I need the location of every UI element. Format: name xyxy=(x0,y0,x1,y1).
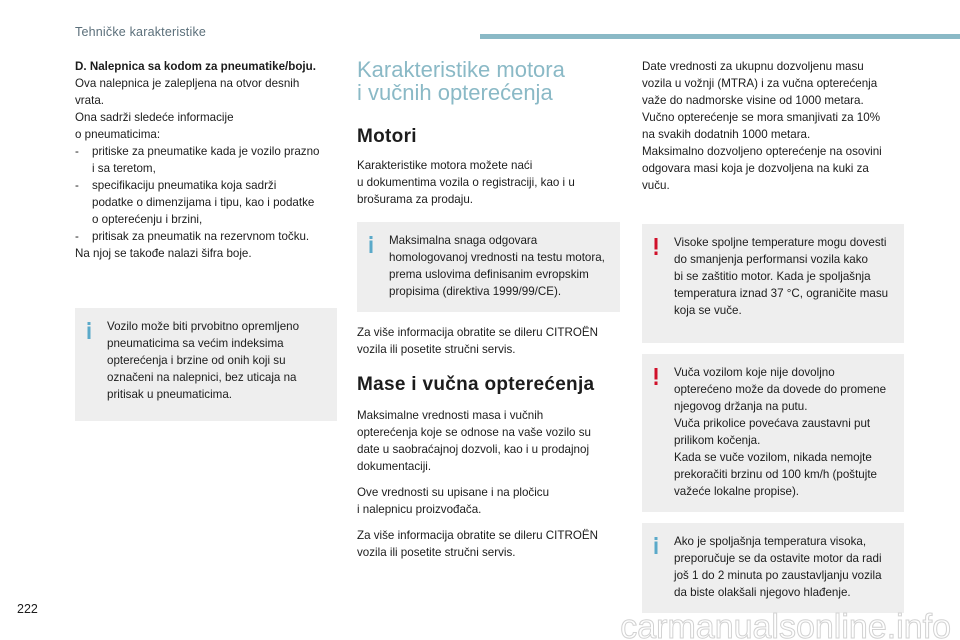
tire-info-list xyxy=(75,143,337,245)
page-header-title: Tehničke karakteristike xyxy=(75,25,207,39)
masses-text: Maksimalne vrednosti masa i vučnih opterećenja koje se odnose na vaše vozilo su date u saobraćajnoj dozvoli, kao i u prodajnoj dokumentaciji. xyxy=(357,409,591,473)
warning-icon xyxy=(652,238,660,260)
column-middle xyxy=(357,58,620,561)
tire-label-intro: Ona sadrži sledeće informacije o pneumaticima: xyxy=(75,111,234,141)
motors-text: Karakteristike motora možete naći u dokumentima vozila o registraciji, kao i u brošurama za prodaju. xyxy=(357,159,575,206)
column-left xyxy=(75,58,337,421)
column-right xyxy=(642,58,904,613)
info-note-cooling: Ako je spoljašnja temperatura visoka, preporučuje se da ostavite motor da radi još 1 do 2 minuta po zaustavljanju vozila da biste olakšali njegovo hlađenje. xyxy=(642,523,904,613)
masses-contact-text: Za više informacija obratite se dileru CITROËN vozila ili posetite stručni servis. xyxy=(357,529,598,559)
header-accent-bar xyxy=(480,34,960,39)
warning-note-towing: Vuča vozilom koje nije dovoljno opterećeno može da dovede do promene njegovog držanja na putu. Vuča prikolice povećava zaustavni put prilikom kočenja. Kada se vuče vozilom, nikada nemojte prekoračiti brzinu od 100 km/h (poštujte važeće lokalne propise). xyxy=(642,354,904,512)
warning-note-temperature: Visoke spoljne temperature mogu dovesti do smanjenja performansi vozila kako bi se zaštitio motor. Kada je spoljašnja temperatura iznad 37 °C, ograničite masu koja se vuče. xyxy=(642,224,904,343)
section-title: Karakteristike motora i vučnih opterećenja xyxy=(357,57,565,105)
masses-plate-text: Ove vrednosti su upisane i na pločicu i nalepnicu proizvođača. xyxy=(357,486,550,516)
info-icon xyxy=(85,322,93,344)
motors-heading: Motori xyxy=(357,126,417,147)
list-item: - pritiske za pneumatike kada je vozilo prazno i sa teretom, xyxy=(75,143,337,177)
tire-label-location: Ova nalepnica je zalepljena na otvor desnih vrata. xyxy=(75,77,300,107)
info-icon xyxy=(652,537,660,559)
info-icon xyxy=(367,236,375,258)
list-item: - pritisak za pneumatik na rezervnom točku. xyxy=(75,228,337,245)
info-note-power: Maksimalna snaga odgovara homologovanoj vrednosti na testu motora, prema uslovima definisanim evropskim propisima (direktiva 1999/99/CE). xyxy=(357,222,620,312)
motors-contact-text: Za više informacija obratite se dileru CITROËN vozila ili posetite stručni servis. xyxy=(357,326,598,356)
masses-heading: Mase i vučna opterećenja xyxy=(357,374,595,395)
paint-code-text: Na njoj se takođe nalazi šifra boje. xyxy=(75,247,252,260)
page-number: 222 xyxy=(17,602,38,616)
warning-icon xyxy=(652,368,660,390)
list-item: - specifikaciju pneumatika koja sadrži podatke o dimenzijama i tipu, kao i podatke o opterećenju i brzini, xyxy=(75,177,337,228)
tire-label-heading: D. Nalepnica sa kodom za pneumatike/boju. xyxy=(75,60,316,73)
watermark-text: carmanualsonline.info xyxy=(620,608,951,640)
info-note-tires: Vozilo može biti prvobitno opremljeno pneumaticima sa većim indeksima opterećenja i brzine od onih koji su označeni na nalepnici, bez uticaja na pritisak u pneumaticima. xyxy=(75,308,337,421)
mtra-text: Date vrednosti za ukupnu dozvoljenu masu vozila u vožnji (MTRA) i za vučna opterećenja važe do nadmorske visine od 1000 metara. Vučno opterećenje se mora smanjivati za 10% na svakih dodatnih 1000 metara. Maksimalno dozvoljeno opterećenje na osovini odgovara masi koja je dozvoljena na kuki za vuču. xyxy=(642,60,882,192)
